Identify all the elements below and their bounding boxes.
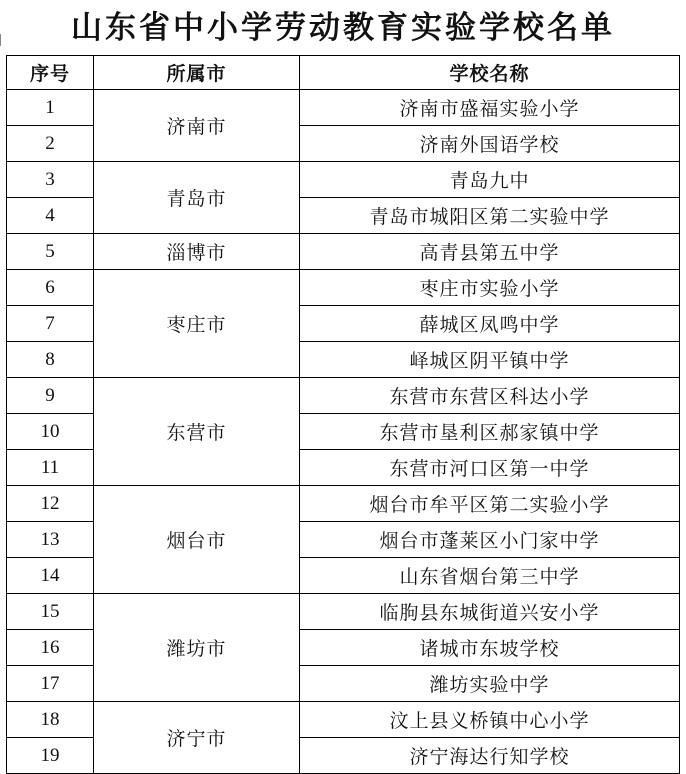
row-number: 19 <box>7 738 94 774</box>
table-row <box>7 162 680 198</box>
school-name-cell: 诸城市东坡学校 <box>300 630 680 666</box>
school-name-cell: 济南市盛福实验小学 <box>300 90 680 126</box>
school-name-cell: 济宁海达行知学校 <box>300 738 680 774</box>
school-name-cell: 临朐县东城街道兴安小学 <box>300 594 680 630</box>
row-number: 11 <box>7 450 94 486</box>
school-name-cell: 东营市东营区科达小学 <box>300 378 680 414</box>
school-name-cell: 汶上县义桥镇中心小学 <box>300 702 680 738</box>
school-name-cell: 潍坊实验中学 <box>300 666 680 702</box>
row-number: 15 <box>7 594 94 630</box>
school-name-cell: 济南外国语学校 <box>300 126 680 162</box>
header-no: 序号 <box>7 56 94 90</box>
row-number: 2 <box>7 126 94 162</box>
row-number: 4 <box>7 198 94 234</box>
table-row <box>7 90 680 126</box>
city-cell: 枣庄市 <box>94 270 300 378</box>
header-city: 所属市 <box>94 56 300 90</box>
school-name-cell: 东营市垦利区郝家镇中学 <box>300 414 680 450</box>
table-row <box>7 234 680 270</box>
table-row <box>7 378 680 414</box>
city-cell: 青岛市 <box>94 162 300 234</box>
city-cell: 淄博市 <box>94 234 300 270</box>
row-number: 16 <box>7 630 94 666</box>
row-number: 7 <box>7 306 94 342</box>
city-cell: 烟台市 <box>94 486 300 594</box>
table-header-row <box>7 56 680 90</box>
row-number: 13 <box>7 522 94 558</box>
row-number: 14 <box>7 558 94 594</box>
school-name-cell: 山东省烟台第三中学 <box>300 558 680 594</box>
row-number: 3 <box>7 162 94 198</box>
row-number: 8 <box>7 342 94 378</box>
page-title: 山东省中小学劳动教育实验学校名单 <box>71 10 615 46</box>
city-cell: 济南市 <box>94 90 300 162</box>
school-list-table <box>6 55 680 774</box>
table-row <box>7 702 680 738</box>
row-number: 1 <box>7 90 94 126</box>
school-name-cell: 薛城区凤鸣中学 <box>300 306 680 342</box>
row-number: 5 <box>7 234 94 270</box>
table-body <box>7 90 680 774</box>
school-name-cell: 青岛九中 <box>300 162 680 198</box>
header-school: 学校名称 <box>300 56 680 90</box>
row-number: 9 <box>7 378 94 414</box>
school-name-cell: 枣庄市实验小学 <box>300 270 680 306</box>
row-number: 17 <box>7 666 94 702</box>
school-name-cell: 高青县第五中学 <box>300 234 680 270</box>
row-number: 10 <box>7 414 94 450</box>
row-number: 12 <box>7 486 94 522</box>
corner-mark <box>0 34 4 46</box>
city-cell: 潍坊市 <box>94 594 300 702</box>
school-name-cell: 青岛市城阳区第二实验中学 <box>300 198 680 234</box>
city-cell: 东营市 <box>94 378 300 486</box>
table-row <box>7 486 680 522</box>
school-name-cell: 东营市河口区第一中学 <box>300 450 680 486</box>
row-number: 18 <box>7 702 94 738</box>
school-name-cell: 峄城区阴平镇中学 <box>300 342 680 378</box>
school-name-cell: 烟台市牟平区第二实验小学 <box>300 486 680 522</box>
table-row <box>7 270 680 306</box>
city-cell: 济宁市 <box>94 702 300 774</box>
table-row <box>7 594 680 630</box>
school-name-cell: 烟台市蓬莱区小门家中学 <box>300 522 680 558</box>
row-number: 6 <box>7 270 94 306</box>
